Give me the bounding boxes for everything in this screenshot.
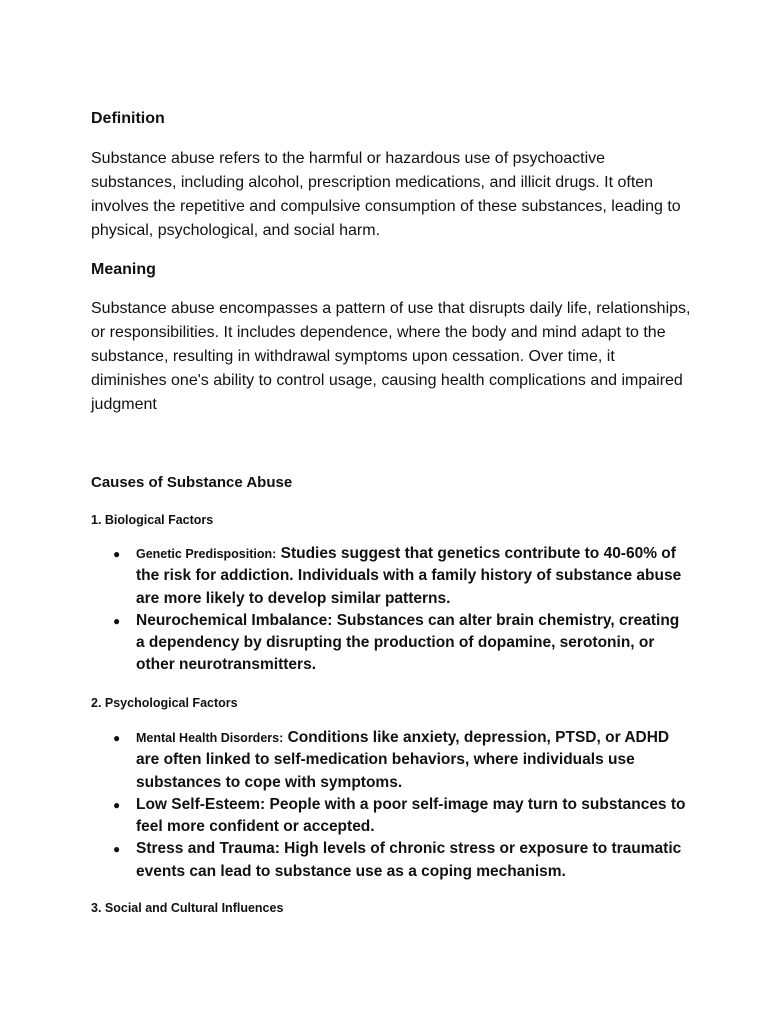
definition-heading: Definition: [91, 110, 165, 127]
list-item-lead: Genetic Predisposition:: [136, 547, 277, 561]
list-item-lead: Mental Health Disorders:: [136, 731, 284, 745]
definition-paragraph: Substance abuse refers to the harmful or hazardous use of psychoactive substances, including alcohol, prescription medications, and illicit drugs. It often involves the repetitive and compulsive consumption of these substances, leading to physical, psychological, and social harm.: [91, 150, 681, 239]
list-item-text: Studies suggest that genetics contribute to 40-60% of the risk for addiction. Individuals with a family history of substance abuse are more likely to develop similar patterns.: [136, 545, 682, 607]
psychological-factors-heading: 2. Psychological Factors: [91, 696, 238, 710]
bullet-icon: ●: [113, 547, 121, 561]
meaning-paragraph: Substance abuse encompasses a pattern of use that disrupts daily life, relationships, or responsibilities. It includes dependence, where the body and mind adapt to the substance, resulting in withdrawal symptoms upon cessation. Over time, it diminishes one's ability to control usage, causing health complications and impaired judgment: [91, 300, 691, 413]
bullet-icon: ●: [113, 613, 121, 628]
list-item: [91, 543, 691, 610]
psychological-factors-list: [91, 727, 691, 883]
list-item-text: Neurochemical Imbalance: Substances can alter brain chemistry, creating a dependency by disrupting the production of dopamine, serotonin, or other neurotransmitters.: [136, 611, 680, 674]
bullet-icon: ●: [113, 797, 121, 812]
biological-factors-list: [91, 543, 691, 677]
causes-heading: Causes of Substance Abuse: [91, 474, 293, 491]
list-item-text: Conditions like anxiety, depression, PTSD, or ADHD are often linked to self-medication behaviors, where individuals use substances to cope with symptoms.: [136, 729, 670, 791]
list-item: [91, 610, 691, 677]
list-item-text: Stress and Trauma: High levels of chronic stress or exposure to traumatic events can lead to substance use as a coping mechanism.: [136, 840, 682, 880]
biological-factors-heading: 1. Biological Factors: [91, 513, 214, 527]
bullet-icon: ●: [113, 731, 121, 745]
list-item-text: Low Self-Esteem: People with a poor self-image may turn to substances to feel more confident or accepted.: [136, 795, 686, 836]
list-item: [91, 727, 691, 794]
list-item: [91, 794, 691, 839]
list-item: [91, 838, 691, 883]
bullet-icon: ●: [113, 842, 121, 857]
social-cultural-heading: 3. Social and Cultural Influences: [91, 901, 284, 915]
meaning-heading: Meaning: [91, 261, 156, 278]
